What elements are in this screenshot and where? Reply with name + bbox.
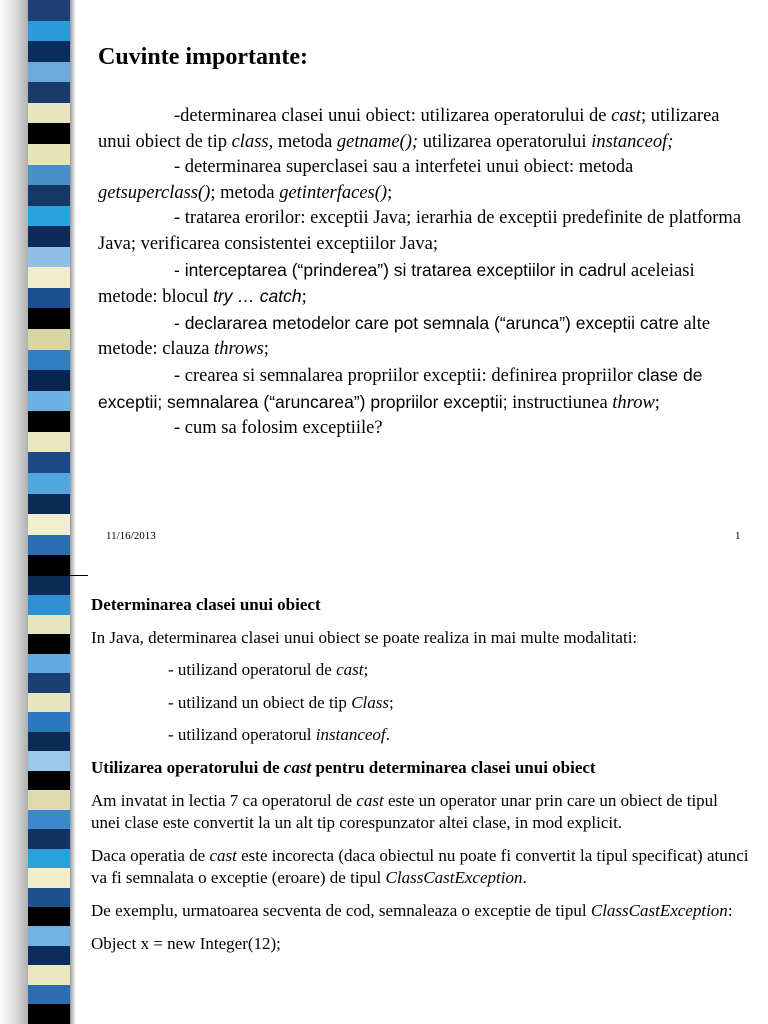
- stripe-band: [28, 829, 70, 848]
- stripe-band: [28, 206, 70, 227]
- italic-term: throw: [612, 392, 655, 413]
- list-item: - utilizand operatorul de cast;: [168, 660, 369, 680]
- stripe-band: [28, 888, 70, 907]
- italic-term: cast: [336, 660, 364, 680]
- stripe-band: [28, 751, 70, 770]
- stripe-band: [28, 432, 70, 453]
- italic-term: class,: [231, 131, 274, 152]
- stripe-band: [28, 165, 70, 186]
- stripe-band: [28, 452, 70, 473]
- stripe-band: [28, 654, 70, 673]
- stripe-band: [28, 712, 70, 731]
- stripe-band: [28, 868, 70, 887]
- text-run: - interceptarea (“prinderea”) si tratarea exceptiilor in cadrul: [174, 259, 627, 280]
- decorative-stripe: [28, 0, 70, 576]
- slide-number: 1: [735, 530, 741, 542]
- paragraph: Daca operatia de cast este incorecta (daca obiectul nu poate fi convertit la tipul specificat) atunci va fi semnalata o exceptie (eroare) de tipul ClassCastException.: [91, 845, 749, 888]
- decorative-stripe: [28, 576, 70, 1024]
- keyword-item: - declararea metodelor care pot semnala (“arunca”) exceptii catre alte metode: clauza throws;: [98, 312, 711, 360]
- stripe-band: [28, 907, 70, 926]
- slide-2: [0, 576, 768, 1024]
- keyword-list: [98, 104, 748, 442]
- keyword-item: - interceptarea (“prinderea”) si tratarea exceptiilor in cadrul aceleiasi metode: blocul try … catch;: [98, 259, 695, 308]
- stripe-band: [28, 82, 70, 103]
- stripe-band: [28, 693, 70, 712]
- italic-term: cast: [356, 790, 384, 810]
- slide-date: 11/16/2013: [106, 530, 156, 542]
- stripe-band: [28, 329, 70, 350]
- paragraph: Am invatat in lectia 7 ca operatorul de cast este un operator unar prin care un obiect de tipul unei clase este convertit la un alt tip corespunzator altei clase, in mod explicit.: [91, 790, 718, 833]
- italic-term: getsuperclass(): [98, 182, 211, 203]
- section-heading: Utilizarea operatorului de cast pentru determinarea clasei unui obiect: [91, 757, 596, 777]
- stripe-band: [28, 370, 70, 391]
- italic-term: getinterfaces(): [279, 182, 388, 203]
- stripe-band: [28, 267, 70, 288]
- italic-term: ClassCastException: [590, 900, 728, 920]
- section-heading: Determinarea clasei unui obiect: [91, 595, 321, 614]
- stripe-band: [28, 771, 70, 790]
- keyword-item: -determinarea clasei unui obiect: utilizarea operatorului de cast; utilizarea unui obiect de tip class, metoda getname(); utilizarea operatorului instanceof;: [98, 106, 720, 152]
- slide-title: Cuvinte importante:: [98, 44, 308, 70]
- slide-body: [91, 594, 751, 965]
- keyword-item: - determinarea superclasei sau a interfetei unui obiect: metoda getsuperclass(); metoda getinterfaces();: [98, 157, 634, 203]
- stripe-band: [28, 41, 70, 62]
- stripe-band: [28, 473, 70, 494]
- italic-term: getname();: [336, 131, 419, 152]
- stripe-band: [28, 946, 70, 965]
- stripe-band: [28, 849, 70, 868]
- stripe-band: [28, 185, 70, 206]
- stripe-band: [28, 790, 70, 809]
- stripe-band: [28, 288, 70, 309]
- keyword-item: - tratarea erorilor: exceptii Java; ierarhia de exceptii predefinite de platforma Java; verificarea consistentei exceptiilor Java;: [98, 208, 742, 254]
- stripe-band: [28, 595, 70, 614]
- keyword-item: - cum sa folosim exceptiile?: [174, 418, 383, 439]
- stripe-band: [28, 615, 70, 634]
- stripe-band: [28, 391, 70, 412]
- stripe-band: [28, 555, 70, 576]
- stripe-band: [28, 411, 70, 432]
- italic-term: cast: [209, 845, 237, 865]
- stripe-band: [28, 673, 70, 692]
- keyword-item: - crearea si semnalarea propriilor exceptii: definirea propriilor clase de exceptii; semnalarea (“aruncarea”) propriilor exceptii; instructiunea throw;: [98, 364, 703, 413]
- stripe-band: [28, 732, 70, 751]
- list-item: - utilizand un obiect de tip Class;: [168, 692, 394, 712]
- paragraph: In Java, determinarea clasei unui obiect se poate realiza in mai multe modalitati:: [91, 627, 638, 647]
- stripe-band: [28, 144, 70, 165]
- paragraph: De exemplu, urmatoarea secventa de cod, semnaleaza o exceptie de tipul ClassCastException:: [91, 900, 733, 920]
- paragraph: Object x = new Integer(12);: [91, 933, 281, 953]
- stripe-band: [28, 985, 70, 1004]
- italic-term: throws: [214, 339, 264, 360]
- left-shadow: [0, 0, 30, 576]
- italic-term: cast: [283, 757, 312, 777]
- left-shadow: [0, 576, 30, 1024]
- stripe-band: [28, 634, 70, 653]
- stripe-band: [28, 123, 70, 144]
- italic-term: Class: [351, 692, 389, 712]
- stripe-edge: [70, 576, 76, 1024]
- stripe-band: [28, 965, 70, 984]
- stripe-band: [28, 514, 70, 535]
- stripe-edge: [70, 0, 76, 576]
- italic-term: ClassCastException: [385, 868, 523, 888]
- italic-term: cast: [611, 106, 641, 126]
- stripe-band: [28, 494, 70, 515]
- stripe-band: [28, 810, 70, 829]
- italic-term: instanceof;: [591, 131, 674, 152]
- italic-term: instanceof: [315, 725, 386, 745]
- text-run: - declararea metodelor care pot semnala (“arunca”) exceptii catre: [174, 312, 679, 333]
- stripe-band: [28, 103, 70, 124]
- stripe-band: [28, 350, 70, 371]
- stripe-band: [28, 0, 70, 21]
- stripe-band: [28, 226, 70, 247]
- text-run: clase de exceptii; semnalarea (“aruncarea”) propriilor exceptii;: [98, 364, 703, 412]
- stripe-band: [28, 926, 70, 945]
- list-item: - utilizand operatorul instanceof.: [168, 725, 390, 745]
- stripe-band: [28, 535, 70, 556]
- stripe-band: [28, 247, 70, 268]
- stripe-band: [28, 1004, 70, 1023]
- stripe-band: [28, 308, 70, 329]
- stripe-band: [28, 21, 70, 42]
- stripe-band: [28, 62, 70, 83]
- code-term: try … catch: [213, 286, 302, 307]
- stripe-band: [28, 576, 70, 595]
